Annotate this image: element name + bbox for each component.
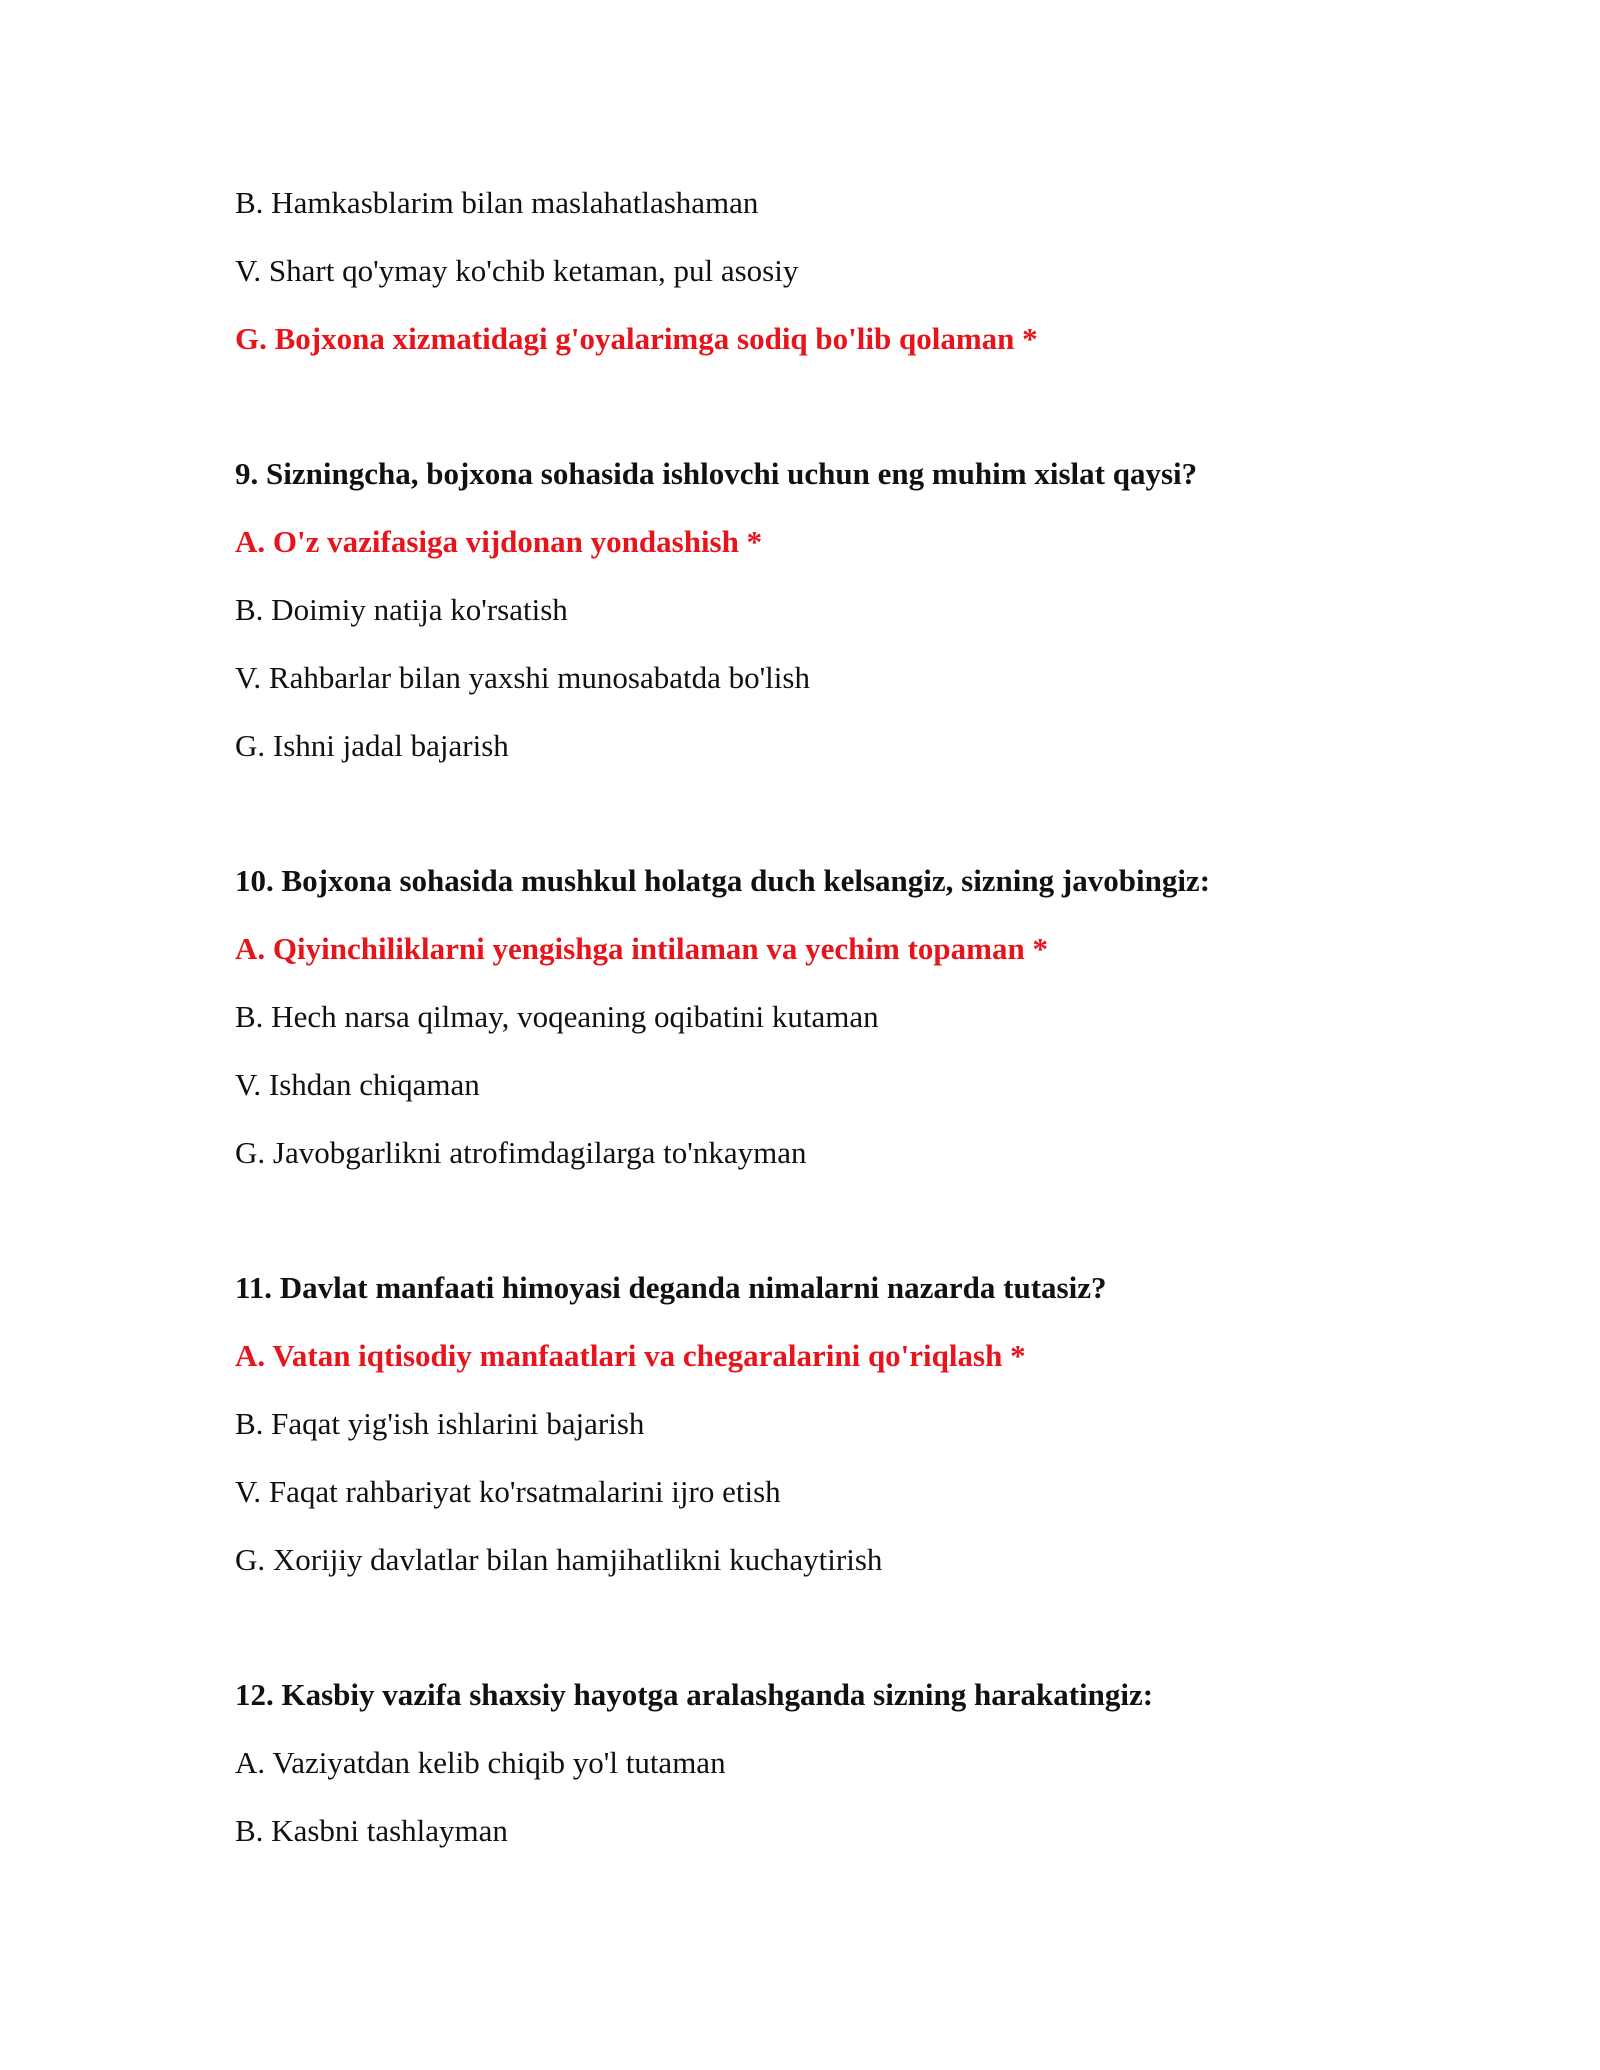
quiz-content — [235, 184, 1395, 1880]
question-9-block — [235, 455, 1395, 764]
correct-answer-option-a: A. Vatan iqtisodiy manfaatlari va chegaralarini qo'riqlash * — [235, 1338, 1026, 1373]
correct-answer-option-a: A. O'z vazifasiga vijdonan yondashish * — [235, 524, 763, 559]
question-11-block — [235, 1269, 1395, 1578]
question-10-block — [235, 862, 1395, 1171]
answer-option-b: B. Doimiy natija ko'rsatish — [235, 592, 568, 627]
correct-answer-option-g: G. Bojxona xizmatidagi g'oyalarimga sodiq bo'lib qolaman * — [235, 321, 1038, 356]
answer-option-v: V. Ishdan chiqaman — [235, 1067, 480, 1102]
answer-option-b: B. Hech narsa qilmay, voqeaning oqibatini kutaman — [235, 999, 879, 1034]
question-8-continuation — [235, 184, 1395, 357]
answer-option-b: B. Faqat yig'ish ishlarini bajarish — [235, 1406, 645, 1441]
answer-option-g: G. Xorijiy davlatlar bilan hamjihatlikni kuchaytirish — [235, 1542, 883, 1577]
question-10-title: 10. Bojxona sohasida mushkul holatga duch kelsangiz, sizning javobingiz: — [235, 863, 1211, 898]
question-9-title: 9. Sizningcha, bojxona sohasida ishlovchi uchun eng muhim xislat qaysi? — [235, 456, 1198, 491]
question-12-block — [235, 1676, 1395, 1849]
block-spacer — [235, 1609, 1395, 1676]
block-spacer — [235, 388, 1395, 455]
answer-option-g: G. Ishni jadal bajarish — [235, 728, 509, 763]
question-11-title: 11. Davlat manfaati himoyasi deganda nimalarni nazarda tutasiz? — [235, 1270, 1107, 1305]
answer-option-v: V. Faqat rahbariyat ko'rsatmalarini ijro etish — [235, 1474, 781, 1509]
answer-option-a: A. Vaziyatdan kelib chiqib yo'l tutaman — [235, 1745, 726, 1780]
correct-answer-option-a: A. Qiyinchiliklarni yengishga intilaman va yechim topaman * — [235, 931, 1048, 966]
question-12-title: 12. Kasbiy vazifa shaxsiy hayotga aralashganda sizning harakatingiz: — [235, 1677, 1154, 1712]
block-spacer — [235, 795, 1395, 862]
answer-option-g: G. Javobgarlikni atrofimdagilarga to'nkayman — [235, 1135, 807, 1170]
block-spacer — [235, 1202, 1395, 1269]
answer-option-v: V. Shart qo'ymay ko'chib ketaman, pul asosiy — [235, 253, 799, 288]
answer-option-v: V. Rahbarlar bilan yaxshi munosabatda bo'lish — [235, 660, 810, 695]
answer-option-b: B. Hamkasblarim bilan maslahatlashaman — [235, 185, 759, 220]
answer-option-b: B. Kasbni tashlayman — [235, 1813, 508, 1848]
